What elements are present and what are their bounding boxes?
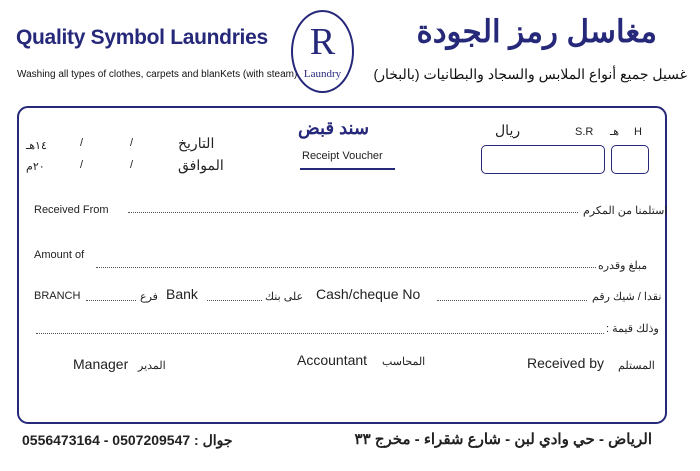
hijri-suffix: ١٤هـ [26, 140, 47, 152]
cash-label-en: Cash/cheque No [316, 286, 421, 302]
footer-phones: 0556473164 - 0507209547 : جوال [22, 432, 233, 448]
greg-slash-2: / [130, 159, 134, 171]
received-by-label-ar: المستلم [618, 360, 655, 372]
bank-line[interactable] [207, 300, 262, 301]
footer-address: الرياض - حي وادي لبن - شارع شقراء - مخرج ٣٣ [354, 431, 652, 448]
voucher-title-ar: سند قبض [298, 118, 370, 138]
greg-slash-1: / [80, 159, 84, 171]
received-from-label-en: Received From [34, 204, 109, 216]
brand-tagline-en: Washing all types of clothes, carpets and blanKets (with steam) [17, 69, 298, 80]
halala-label: هـ [610, 126, 620, 138]
brand-name-ar: مغاسل رمز الجودة [416, 14, 657, 49]
received-from-line[interactable] [128, 212, 578, 213]
value-label-ar: وذلك قيمة : [606, 323, 659, 335]
brand-tagline-ar: غسيل جميع أنواع الملابس والسجاد والبطانيات (بالبخار) [373, 66, 687, 82]
riyal-amount-box[interactable] [481, 145, 605, 174]
manager-label-en: Manager [73, 356, 129, 372]
accountant-label-en: Accountant [297, 352, 368, 368]
branch-label-ar: فرع [140, 291, 158, 303]
cash-line[interactable] [437, 300, 587, 301]
hijri-slash-1: / [80, 137, 84, 149]
logo-word: Laundry [303, 68, 342, 80]
amount-of-label-ar: مبلغ وقدره [598, 260, 648, 272]
amount-of-label-en: Amount of [34, 249, 85, 261]
hijri-slash-2: / [130, 137, 134, 149]
sr-label: S.R [575, 126, 594, 138]
riyal-label: ريال [495, 122, 521, 138]
h-label: H [634, 126, 642, 138]
bank-label-en: Bank [166, 286, 198, 302]
branch-label-en: BRANCH [34, 290, 81, 302]
cash-label-ar: نقدا / شيك رقم [592, 291, 662, 303]
logo [291, 10, 354, 93]
greg-suffix: ٢٠م [26, 161, 45, 173]
voucher-title-underline [300, 168, 395, 170]
manager-label-ar: المدير [138, 360, 166, 372]
accountant-label-ar: المحاسب [382, 356, 426, 368]
received-by-label-en: Received by [527, 355, 605, 371]
logo-letter: R [309, 21, 336, 63]
bank-label-ar: على بنك [265, 291, 304, 303]
voucher-title-en: Receipt Voucher [302, 150, 383, 162]
value-line[interactable] [36, 333, 604, 334]
halala-amount-box[interactable] [611, 145, 649, 174]
greg-date-label: الموافق [178, 157, 224, 173]
amount-of-line[interactable] [96, 267, 596, 268]
branch-line[interactable] [86, 300, 136, 301]
hijri-date-label: التاريخ [178, 135, 215, 151]
brand-name-en: Quality Symbol Laundries [16, 26, 268, 49]
received-from-label-ar: استلمنا من المكرم [583, 205, 668, 217]
